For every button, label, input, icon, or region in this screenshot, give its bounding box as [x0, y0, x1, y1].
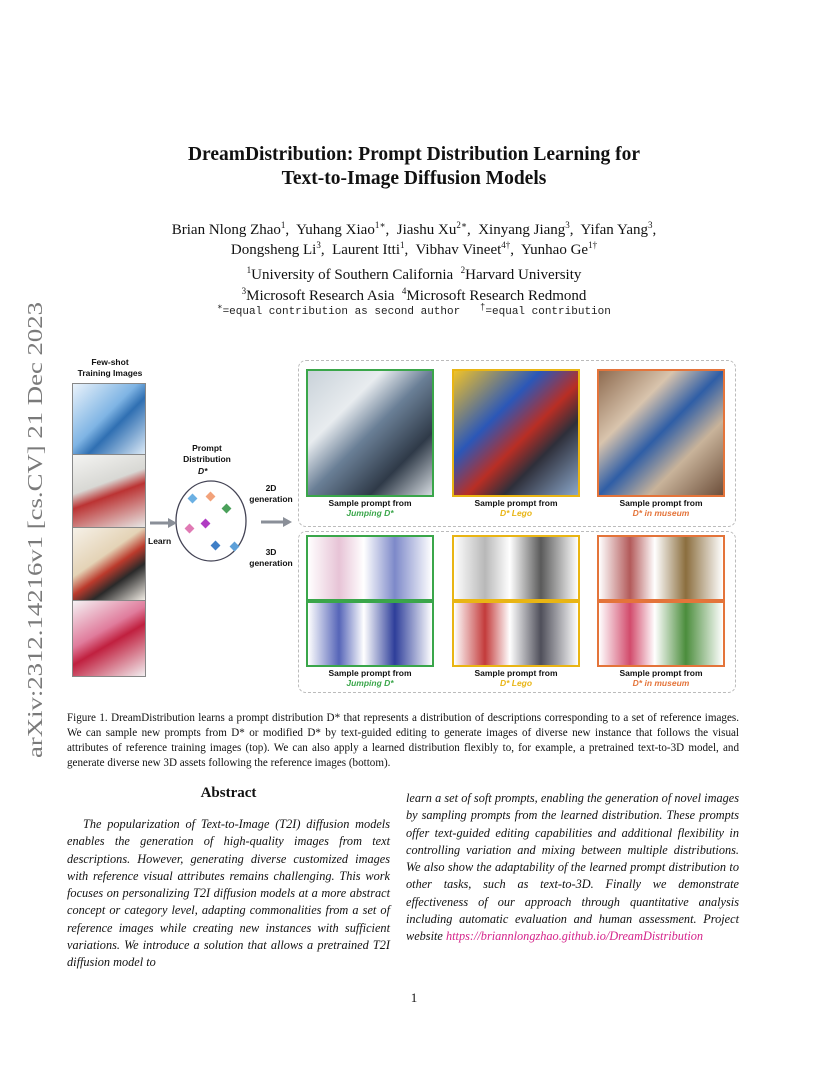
training-image [72, 454, 146, 528]
abstract-text-continued: learn a set of soft prompts, enabling the generation of novel images by sampling prompts from the learned distribution. These prompts offer text-guided editing capabilities and additional flexibility in controlling variation and mixing between multiple distributions. We also show the adaptability of the learned prompt distribution to other tasks, such as text-to-3D. Finally we demonstrate effectiveness of our approach through quantitative analysis including automatic evaluation and human assessment. Project website https://briannlongzhao.github.io/DreamDistribution [406, 791, 739, 944]
sample-prompt-label: Sample prompt from D* in museum [619, 668, 703, 688]
learn-arrow [148, 517, 178, 529]
few-shot-label: Few-shot Training Images [77, 357, 143, 378]
prompt-distribution-label: Prompt Distribution [183, 443, 231, 464]
author: Jiashu Xu [396, 222, 457, 238]
author: Yuhang Xiao [296, 222, 375, 238]
3d-generation-label: 3D generation [249, 547, 293, 568]
3d-result-museum [597, 535, 725, 601]
page-number: 1 [410, 990, 418, 1005]
training-image [72, 383, 146, 455]
3d-result-jumping [306, 601, 434, 667]
sample-prompt-label: Sample prompt from Jumping D* [328, 498, 412, 518]
project-website-link[interactable]: https://briannlongzhao.github.io/DreamDistribution [445, 929, 704, 944]
sample-prompt-label: Sample prompt from D* Lego [474, 498, 558, 518]
abstract-right-column [406, 790, 739, 946]
d-star-label: D* [198, 466, 208, 476]
sample-prompt-label: Sample prompt from Jumping D* [328, 668, 412, 688]
author-list: Brian Nlong Zhao$^1$, Yuhang Xiao$^{1∗}$, Jiashu $Xu^{2∗}$, Xinyang Jiang$^3$, Yifan Yang$^3$, Dongsheng Li$^3$, Laurent Itti$^1$, Vibhav Vineet$^{4\dagger}$, Yunhao $Ge^{1\dagger}$ [171, 220, 657, 258]
figure-caption: Figure 1. DreamDistribution learns a prompt distribution D* that represents a distribution of descriptions corresponding to a set of reference images. We can sample new prompts from D* or modified D* by text-guided editing to generate images of diverse new instance that follows the visual attributes of reference training images (top). We can also apply a learned distribution flexibly to, for example, a pretrained text-to-3D model, and generate diverse new 3D assets following the reference images (bottom). [67, 712, 739, 769]
author: Brian Nlong Zhao [171, 222, 281, 238]
author: Dongsheng Li [230, 242, 317, 258]
author: Vibhav Vineet [415, 242, 502, 258]
author: Xinyang Jiang [478, 222, 566, 238]
figure-1 [64, 355, 744, 695]
arxiv-stamp [10, 300, 50, 760]
learn-label: Learn [148, 536, 172, 546]
abstract-text: The popularization of Text-to-Image (T2I) diffusion models enables the generation of high-quality images from text descriptions. However, generating diverse customized images with reference visual attributes remains challenging. This work focuses on personalizing T2I diffusion models at a more abstract concept or category level, adapting commonalities from a set of reference images while creating new instances with sufficient variations. We introduce a solution that allows a pretrained T2I diffusion model to [67, 817, 390, 970]
training-image [72, 600, 146, 677]
distribution-ellipse [168, 475, 254, 567]
2d-result-museum [597, 369, 725, 497]
author: Laurent Itti [332, 242, 400, 258]
2d-result-lego [452, 369, 580, 497]
2d-generation-label: 2D generation [249, 483, 293, 504]
contribution-note: ∗=equal contribution as second author †=equal contribution [217, 302, 611, 318]
2d-result-jumping [306, 369, 434, 497]
3d-result-lego [452, 601, 580, 667]
paper-title: DreamDistribution: Prompt Distribution Learning for Text-to-Image Diffusion Models [187, 144, 641, 189]
author: Yifan Yang [580, 222, 648, 238]
abstract-left-column [67, 785, 390, 972]
affiliations: $^1$University of Southern California $^2$Harvard University $^3$Microsoft Research Asia $^4$Microsoft Research Redmond [241, 265, 587, 304]
3d-result-jumping [306, 535, 434, 601]
training-image [72, 527, 146, 601]
generation-arrow [259, 516, 293, 528]
author: Yunhao Ge [521, 242, 589, 258]
arxiv-id: arXiv:2312.14216v1 [cs.CV] 21 Dec 2023 [23, 399, 47, 758]
3d-result-museum [597, 601, 725, 667]
sample-prompt-label: Sample prompt from D* in museum [619, 498, 703, 518]
3d-result-lego [452, 535, 580, 601]
sample-prompt-label: Sample prompt from D* Lego [474, 668, 558, 688]
abstract-heading: Abstract [200, 785, 257, 801]
